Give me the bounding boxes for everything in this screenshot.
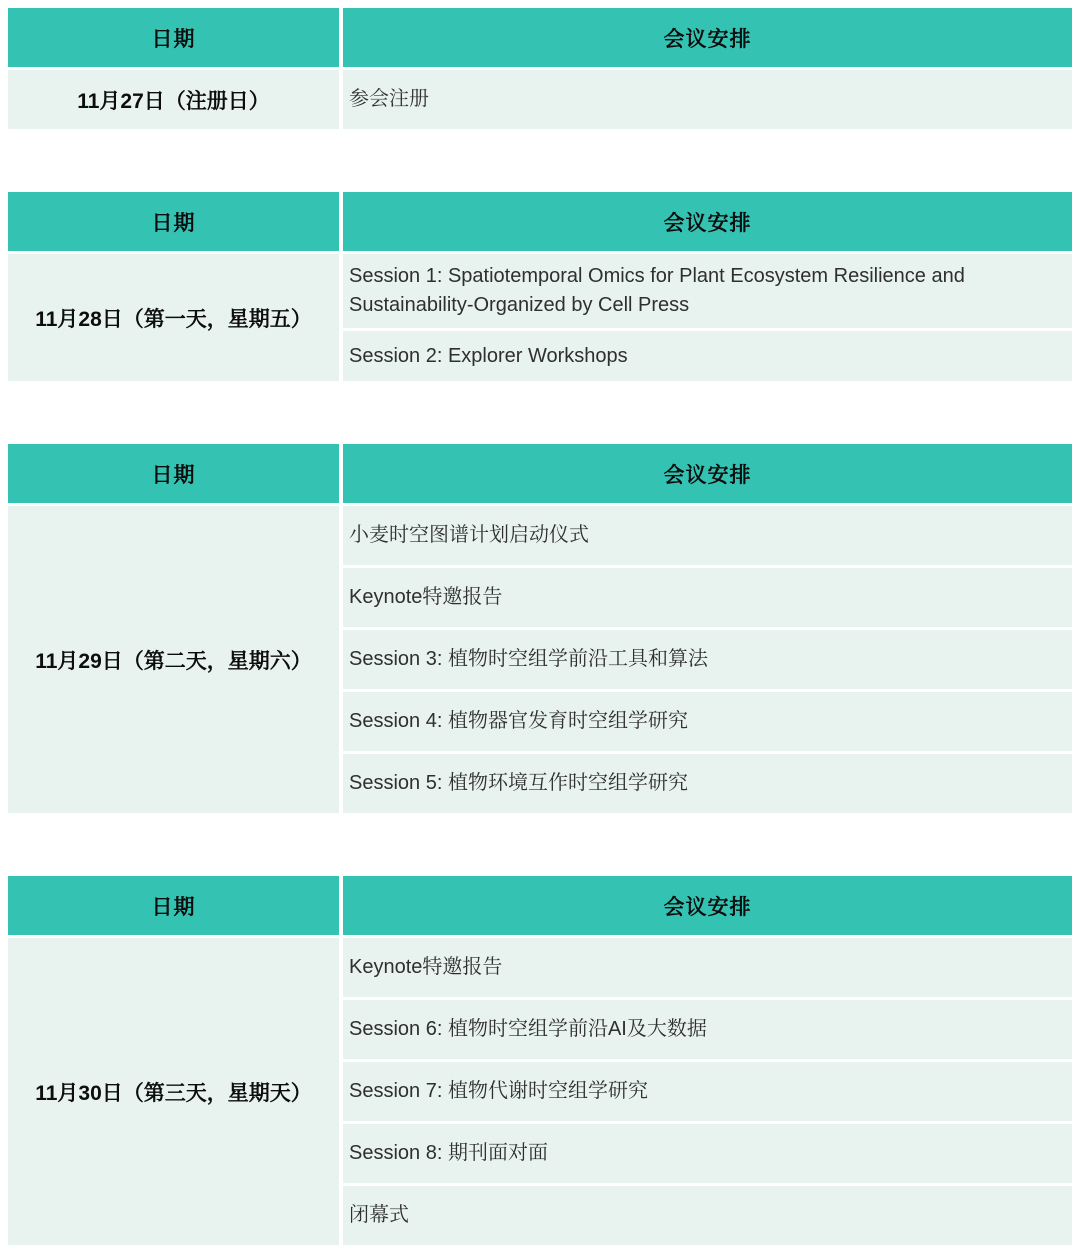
date-column-header: 日期 [8, 876, 339, 935]
agenda-cell: Session 6: 植物时空组学前沿AI及大数据 [343, 1000, 1072, 1059]
agenda-cell: Session 5: 植物环境互作时空组学研究 [343, 754, 1072, 813]
date-column-header: 日期 [8, 8, 339, 67]
schedule-table [8, 192, 1072, 381]
date-cell: 11月27日（注册日） [8, 70, 339, 129]
agenda-cell: 闭幕式 [343, 1186, 1072, 1245]
date-cell: 11月30日（第三天，星期天） [8, 938, 339, 1245]
agenda-cells [343, 254, 1072, 381]
agenda-cell: 参会注册 [343, 70, 1072, 129]
agenda-cell: 小麦时空图谱计划启动仪式 [343, 506, 1072, 565]
date-cell: 11月29日（第二天，星期六） [8, 506, 339, 813]
schedule-table [8, 8, 1072, 129]
agenda-cell: Session 7: 植物代谢时空组学研究 [343, 1062, 1072, 1121]
agenda-column-header: 会议安排 [343, 876, 1072, 935]
agenda-cell: Session 3: 植物时空组学前沿工具和算法 [343, 630, 1072, 689]
agenda-cell: Session 8: 期刊面对面 [343, 1124, 1072, 1183]
agenda-column-header: 会议安排 [343, 192, 1072, 251]
schedule-table [8, 876, 1072, 1245]
schedule-tables [8, 8, 1072, 1245]
schedule-table [8, 444, 1072, 813]
agenda-cell: Session 1: Spatiotemporal Omics for Plant Ecosystem Resilience and Sustainability-Organized by Cell Press [343, 254, 1072, 328]
agenda-column-header: 会议安排 [343, 8, 1072, 67]
agenda-cells [343, 938, 1072, 1245]
agenda-cell: Session 4: 植物器官发育时空组学研究 [343, 692, 1072, 751]
agenda-column-header: 会议安排 [343, 444, 1072, 503]
agenda-cell: Keynote特邀报告 [343, 568, 1072, 627]
date-column-header: 日期 [8, 192, 339, 251]
agenda-cell: Keynote特邀报告 [343, 938, 1072, 997]
agenda-cells [343, 70, 1072, 129]
agenda-cell: Session 2: Explorer Workshops [343, 331, 1072, 381]
date-cell: 11月28日（第一天，星期五） [8, 254, 339, 381]
date-column-header: 日期 [8, 444, 339, 503]
agenda-cells [343, 506, 1072, 813]
